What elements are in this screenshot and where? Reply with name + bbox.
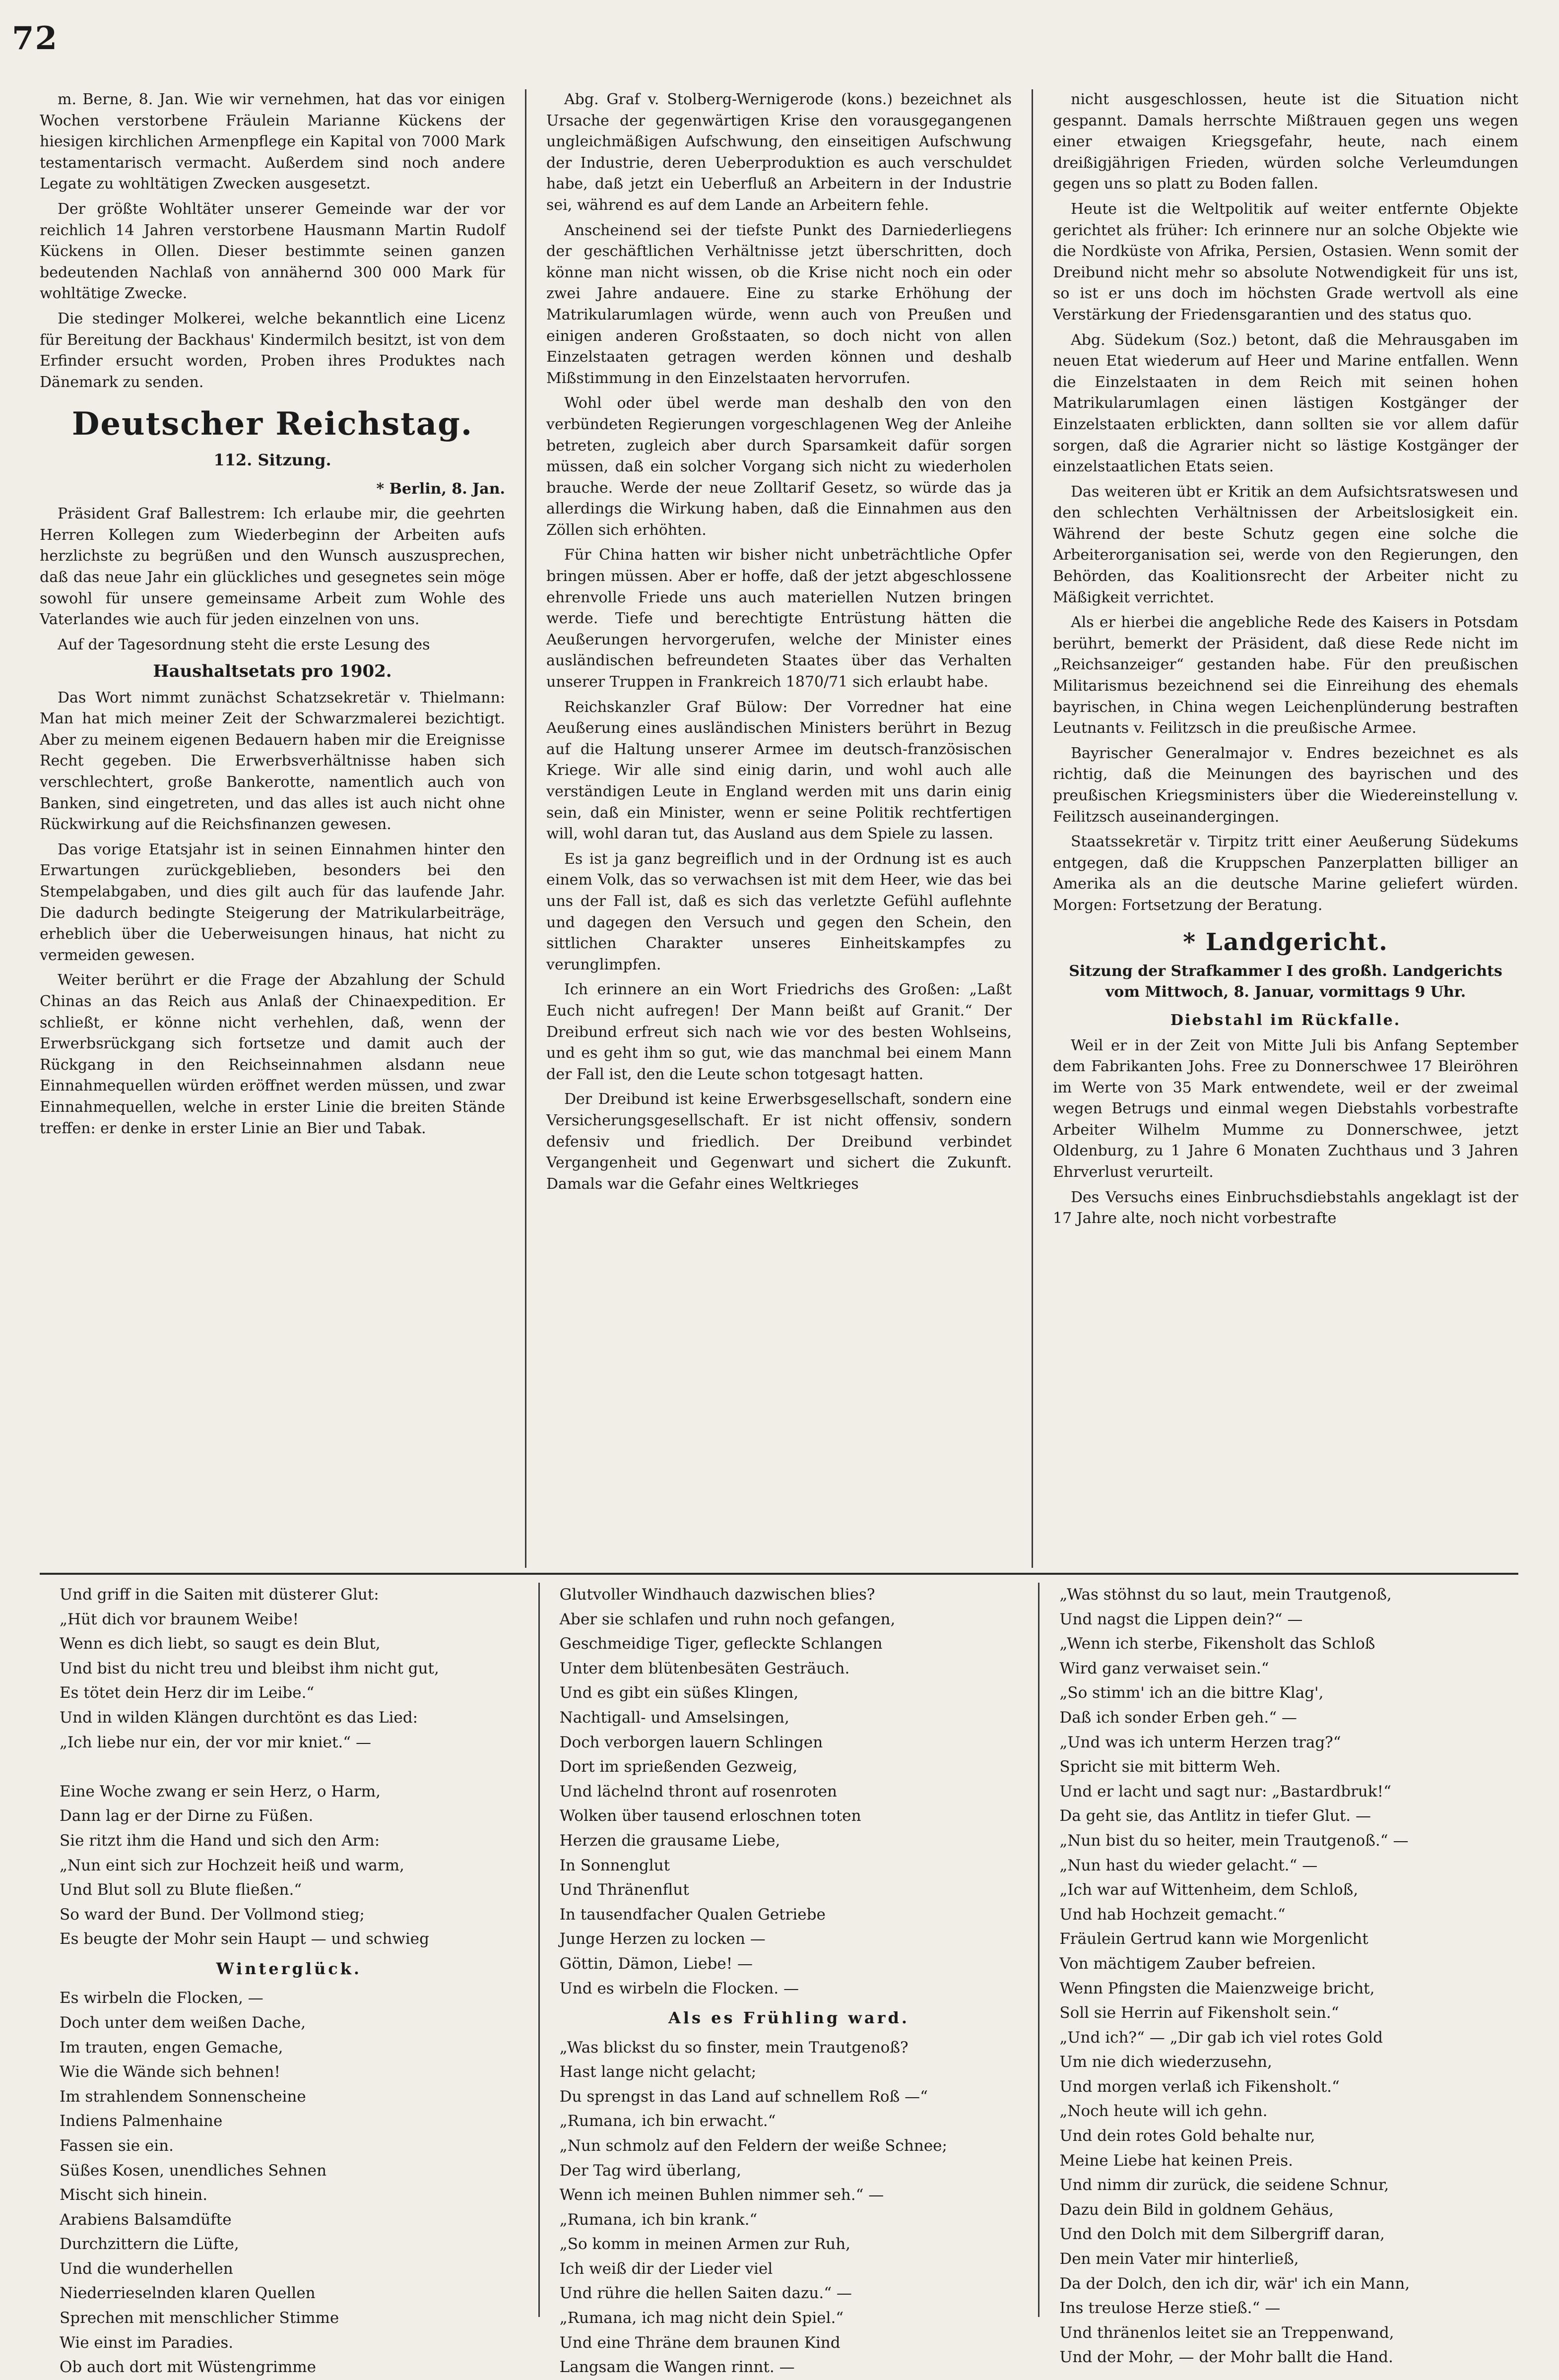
poem-line: „Rumana, ich mag nicht dein Spiel.“	[559, 2309, 844, 2327]
reichstag-paragraph: Weiter berührt er die Frage der Abzahlung der Schuld Chinas an das Reich aus Anlaß der Chinaexpedition. Er schließt, er könne nicht verhehlen, daß, wenn der Erwerbsrückgang sich fortsetze und damit auch der Rückgang in den Reichseinnahmen alsdann neue Einnahmequellen würden eröffnet werden müssen, und zwar Einnahmequellen, welche in erster Linie die breiten Stände treffen: er denke in erster Linie an Bier und Tabak.	[40, 971, 505, 1137]
poem-line: Es tötet dein Herz dir im Leibe.“	[60, 1684, 315, 1702]
poem-column-3	[1059, 1583, 1518, 2367]
column-divider	[1032, 89, 1033, 1568]
poem-line: Hast lange nicht gelacht;	[559, 2063, 757, 2081]
poem-line: Langsam die Wangen rinnt. —	[559, 2358, 795, 2377]
reichstag-paragraph: Bayrischer Generalmajor v. Endres bezeichnet es als richtig, daß die Meinungen des bayrischen und des preußischen Kriegsministers über die Wiedereinstellung v. Feilitzsch auseinandergingen.	[1053, 744, 1518, 826]
poem-line: Und der Mohr, — der Mohr ballt die Hand.	[1059, 2348, 1393, 2367]
poem-line: Wenn Pfingsten die Maienzweige bricht,	[1059, 1979, 1375, 1997]
poem-line: Arabiens Balsamdüfte	[60, 2210, 232, 2229]
poem-line: Den mein Vater mir hinterließ,	[1059, 2250, 1299, 2268]
poem-line: Der Tag wird überlang,	[559, 2161, 741, 2180]
poem-line: Und in wilden Klängen durchtönt es das Lied:	[60, 1708, 418, 1727]
poem-title: Als es Frühling ward.	[668, 2008, 909, 2028]
poem-line: „Noch heute will ich gehn.	[1059, 2102, 1268, 2121]
poem-line: Wenn es dich liebt, so saugt es dein Blut,	[60, 1635, 381, 1653]
poem-line: „Was stöhnst du so laut, mein Trautgenoß,	[1059, 1586, 1392, 1604]
poem-line: Ins treulose Herze stieß.“ —	[1059, 2299, 1281, 2317]
poem-line: Um nie dich wiederzusehn,	[1059, 2053, 1272, 2071]
upper-columns	[40, 89, 1518, 1568]
poem-line: Durchzittern die Lüfte,	[60, 2235, 239, 2253]
poem-line: Indiens Palmenhaine	[60, 2112, 223, 2130]
column-1	[40, 89, 505, 1568]
poem-line: Du sprengst in das Land auf schnellem Roß —“	[559, 2087, 928, 2106]
poem-line: Und eine Thräne dem braunen Kind	[559, 2333, 841, 2352]
reichstag-paragraph: Als er hierbei die angebliche Rede des Kaisers in Potsdam berührt, bemerkt der Präsident, daß diese Rede nicht im „Reichsanzeiger“ gestanden habe. Für den preußischen Militarismus bezeichnend sei die Einreihung des ehemals bayrischen, in China wegen Leichenplünderung bestraften Leutnants v. Feilitzsch in die preußische Armee.	[1053, 614, 1518, 737]
poem-line: „So komm in meinen Armen zur Ruh,	[559, 2235, 850, 2253]
poem-line	[60, 1755, 519, 1780]
reichstag-paragraph: nicht ausgeschlossen, heute ist die Situation nicht gespannt. Damals herrschte Mißtrauen gegen uns wegen einer etwaigen Kriegsgefahr, heute, nach einem dreißigjährigen Frieden, würden solche Verleumdungen gegen uns so platt zu Boden fallen.	[1053, 91, 1518, 193]
court-paragraph: Des Versuchs eines Einbruchsdiebstahls angeklagt ist der 17 Jahre alte, noch nicht vorbestrafte	[1053, 1188, 1518, 1227]
poem-line: Und nagst die Lippen dein?“ —	[1059, 1610, 1303, 1628]
poem-line: Im trauten, engen Gemache,	[60, 2038, 283, 2057]
poem-line: In Sonnenglut	[559, 1856, 670, 1874]
poem-line: Und bist du nicht treu und bleibst ihm nicht gut,	[60, 1659, 439, 1677]
poem-line: Dann lag er der Dirne zu Füßen.	[60, 1807, 314, 1825]
poem-line: Im strahlendem Sonnenscheine	[60, 2087, 306, 2106]
reichstag-heading: Deutscher Reichstag.	[71, 405, 473, 443]
local-news-molkerei: Die stedinger Molkerei, welche bekanntlich eine Licenz für Bereitung der Backhaus' Kindermilch besitzt, ist von dem Erfinder ersucht worden, Proben ihres Produktes nach Dänemark zu senden.	[40, 310, 505, 391]
poem-line: Wird ganz verwaiset sein.“	[1059, 1659, 1269, 1677]
poem-line: Und lächelnd thront auf rosenroten	[559, 1782, 838, 1801]
page-number: 72	[12, 20, 59, 57]
poem-line: „Was blickst du so finster, mein Trautgenoß?	[559, 2038, 909, 2057]
poem-line: Mischt sich hinein.	[60, 2186, 208, 2204]
poem-line: Von mächtigem Zauber befreien.	[1059, 1954, 1316, 1973]
poem-line: Wolken über tausend erloschnen toten	[559, 1807, 861, 1825]
poem-line: So ward der Bund. Der Vollmond stieg;	[60, 1905, 365, 1924]
reichstag-paragraph: Für China hatten wir bisher nicht unbeträchtliche Opfer bringen müssen. Aber er hoffe, daß der jetzt abgeschlossene ehrenvolle Friede uns auch materiellen Nutzen bringen werde. Tiefe und berechtigte Entrüstung hätten die Aeußerungen hervorgerufen, welche der Minister eines ausländischen befreundeten Staates über das Verhalten unserer Truppen in Frankreich 1870/71 sich erlaubt habe.	[546, 546, 1012, 691]
poem-line: Aber sie schlafen und ruhn noch gefangen,	[559, 1610, 896, 1628]
poem-line: Dazu dein Bild in goldnem Gehäus,	[1059, 2200, 1334, 2219]
dateline: * Berlin, 8. Jan.	[376, 480, 505, 498]
poem-line: Spricht sie mit bitterm Weh.	[1059, 1758, 1281, 1776]
reichstag-paragraph: Abg. Südekum (Soz.) betont, daß die Mehrausgaben im neuen Etat wiederum auf Heer und Marine entfallen. Wenn die Einzelstaaten in dem Reich mit seinen hohen Matrikularumlagen einen lästigen Kostgänger der Einzelstaaten erblickten, dann sollten sie vor allem dafür sorgen, daß die Agrarier nicht so lästige Kostgänger der einzelstaatlichen Etats seien.	[1053, 331, 1518, 476]
column-3	[1053, 89, 1518, 1568]
feuilleton-divider	[40, 1573, 1518, 1575]
poem-line: Wie die Wände sich behnen!	[60, 2063, 280, 2081]
poem-line: Und nimm dir zurück, die seidene Schnur,	[1059, 2176, 1389, 2194]
poem-line: Und morgen verlaß ich Fikensholt.“	[1059, 2077, 1340, 2096]
reichstag-paragraph: Das weiteren übt er Kritik an dem Aufsichtsratswesen und den schlechten Verhältnissen der Arbeitslosigkeit ein. Während der beste Schutz gegen eine solche die Arbeiterorganisation sei, werde von den Regierungen, den Behörden, das Koalitionsrecht der Arbeiter nicht zu Mäßigkeit verrichtet.	[1053, 483, 1518, 606]
poem-line: Und er lacht und sagt nur: „Bastardbruk!“	[1059, 1782, 1391, 1801]
reichstag-paragraph: Auf der Tagesordnung steht die erste Lesung des	[58, 636, 430, 653]
poem-line: Eine Woche zwang er sein Herz, o Harm,	[60, 1782, 381, 1801]
poem-line: Dort im sprießenden Gezweig,	[559, 1758, 798, 1776]
reichstag-paragraph: Das Wort nimmt zunächst Schatzsekretär v. Thielmann: Man hat mich meiner Zeit der Schwarzmalerei bezichtigt. Aber zu meinem eigenen Bedauern haben mir die Ereignisse Recht gegeben. Die Erwerbsverhältnisse haben sich verschlechtert, große Bankerotte, namentlich auch von Banken, sind eingetreten, und das alles ist auch nicht ohne Rückwirkung auf die Reichsfinanzen gewesen.	[40, 689, 505, 834]
poem-line: Und rühre die hellen Saiten dazu.“ —	[559, 2284, 852, 2303]
reichstag-paragraph: Heute ist die Weltpolitik auf weiter entfernte Objekte gerichtet als früher: Ich erinnere nur an solche Objekte wie die Nordküste von Afrika, Persien, Ostasien. Wenn somit der Dreibund nicht mehr so absolute Notwendigkeit für uns ist, so ist er uns doch im höchsten Grade wertvoll als eine Verstärkung der Friedensgarantien und des status quo.	[1053, 200, 1518, 323]
poem-line: „Nun eint sich zur Hochzeit heiß und warm,	[60, 1856, 404, 1874]
poem-line: Und den Dolch mit dem Silbergriff daran,	[1059, 2225, 1385, 2244]
feuilleton-columns	[60, 1583, 1518, 2377]
poem-line: Und es gibt ein süßes Klingen,	[559, 1684, 799, 1702]
landgericht-session: Sitzung der Strafkammer I des großh. Landgerichts vom Mittwoch, 8. Januar, vormittags 9 Uhr.	[1069, 962, 1502, 1001]
reichstag-paragraph: Das vorige Etatsjahr ist in seinen Einnahmen hinter den Erwartungen zurückgeblieben, besonders bei den Stempelabgaben, und dies gilt auch für das laufende Jahr. Die dadurch bedingte Steigerung der Matrikularbeiträge, erheblich über die Ueberweisungen hinaus, hat nicht zu vermeiden gewesen.	[40, 840, 505, 964]
poem-line: Junge Herzen zu locken —	[559, 1930, 766, 1948]
column-divider	[538, 1583, 540, 2317]
poem-line: Und es wirbeln die Flocken. —	[559, 1979, 799, 1997]
poem-line: „Und ich?“ — „Dir gab ich viel rotes Gold	[1059, 2028, 1383, 2047]
court-paragraph: Weil er in der Zeit von Mitte Juli bis Anfang September dem Fabrikanten Johs. Free zu Donnerschwee 17 Bleiröhren im Werte von 35 Mark entwendete, weil er der zweimal wegen Betrugs und einmal wegen Diebstahls vorbestrafte Arbeiter Wilhelm Mumme zu Donnerschwee, jetzt Oldenburg, zu 1 Jahre 6 Monaten Zuchthaus und 3 Jahren Ehrverlust verurteilt.	[1053, 1036, 1518, 1181]
poem-column-2	[559, 1583, 1019, 2377]
reichstag-paragraph: Der Dreibund ist keine Erwerbsgesellschaft, sondern eine Versicherungsgesellschaft. Er ist nicht offensiv, sondern defensiv und friedlich. Der Dreibund verbindet Vergangenheit und Gegenwart und sichert die Zukunft. Damals war die Gefahr eines Weltkrieges	[546, 1091, 1012, 1193]
poem-line: „Rumana, ich bin erwacht.“	[559, 2112, 776, 2130]
poem-line: Und dein rotes Gold behalte nur,	[1059, 2127, 1315, 2145]
landgericht-heading: * Landgericht.	[1183, 928, 1388, 956]
poem-line: Nachtigall- und Amselsingen,	[559, 1708, 789, 1727]
column-divider	[1038, 1583, 1039, 2317]
reichstag-paragraph: Wohl oder übel werde man deshalb den von den verbündeten Regierungen vorgeschlagenen Weg der Anleihe betreten, zugleich aber durch Sparsamkeit dafür sorgen müssen, daß ein solcher Vorgang sich nicht zu wiederholen brauche. Werde der neue Zolltarif Gesetz, so würde das ja allerdings die Wirkung haben, daß die Einnahmen aus den Zöllen sich erhöhten.	[546, 394, 1012, 539]
poem-line: Ob auch dort mit Wüstengrimme	[60, 2358, 316, 2377]
reichstag-paragraph: Präsident Graf Ballestrem: Ich erlaube mir, die geehrten Herren Kollegen zum Wiederbeginn der Arbeiten aufs herzlichste zu begrüßen und den Wunsch auszusprechen, daß das neue Jahr ein glückliches und gesegnetes sein möge sowohl für unsere gemeinsame Arbeit zum Wohle des Vaterlandes wie auch für jeden einzelnen von uns.	[40, 505, 505, 629]
poem-line: „Und was ich unterm Herzen trag?“	[1059, 1733, 1341, 1751]
poem-line: Unter dem blütenbesäten Gesträuch.	[559, 1659, 850, 1677]
poem-line: „Hüt dich vor braunem Weibe!	[60, 1610, 299, 1628]
poem-title: Winterglück.	[216, 1959, 362, 1978]
poem-line: „Rumana, ich bin krank.“	[559, 2210, 758, 2229]
local-news-berne-2: Der größte Wohltäter unserer Gemeinde war der vor reichlich 14 Jahren verstorbene Hausmann Martin Rudolf Kückens in Ollen. Dieser bestimmte seinen ganzen bedeutenden Nachlaß von annähernd 300 000 Mark für wohltätige Zwecke.	[40, 200, 505, 303]
poem-line: „Nun hast du wieder gelacht.“ —	[1059, 1856, 1318, 1874]
reichstag-paragraph: Anscheinend sei der tiefste Punkt des Darniederliegens der geschäftlichen Verhältnisse jetzt überschritten, doch könne man nicht wissen, ob die Krise nicht noch ein oder zwei Jahre andauere. Eine zu starke Erhöhung der Matrikularumlagen würde, wenn auch von Preußen und einigen anderen Großstaaten, so doch nicht von allen Einzelstaaten getragen werden können und deshalb Mißstimmung in den Einzelstaaten hervorrufen.	[546, 221, 1012, 387]
poem-line: „So stimm' ich an die bittre Klag',	[1059, 1684, 1324, 1702]
poem-line: Sie ritzt ihm die Hand und sich den Arm:	[60, 1831, 380, 1850]
reichstag-paragraph: Staatssekretär v. Tirpitz tritt einer Aeußerung Südekums entgegen, daß die Kruppschen Panzerplatten billiger an Amerika als an die deutsche Marine geliefert würden. Morgen: Fortsetzung der Beratung.	[1053, 833, 1518, 914]
poem-line: Und Thränenflut	[559, 1881, 689, 1899]
poem-line: „Nun schmolz auf den Feldern der weiße Schnee;	[559, 2136, 947, 2155]
poem-line: Fräulein Gertrud kann wie Morgenlicht	[1059, 1930, 1368, 1948]
poem-line: Niederrieselnden klaren Quellen	[60, 2284, 316, 2303]
etat-heading: Haushaltsetats pro 1902.	[153, 661, 392, 682]
reichstag-session: 112. Sitzung.	[213, 450, 331, 470]
poem-line: Da geht sie, das Antlitz in tiefer Glut. —	[1059, 1807, 1371, 1825]
poem-line: Meine Liebe hat keinen Preis.	[1059, 2151, 1294, 2170]
poem-line: Es beugte der Mohr sein Haupt — und schwieg	[60, 1930, 429, 1948]
poem-line: Wie einst im Paradies.	[60, 2333, 234, 2352]
poem-line: Süßes Kosen, unendliches Sehnen	[60, 2161, 327, 2180]
poem-line: Fassen sie ein.	[60, 2136, 174, 2155]
reichstag-paragraph: Ich erinnere an ein Wort Friedrichs des Großen: „Laßt Euch nicht aufregen! Der Mann beißt auf Granit.“ Der Dreibund erfreut sich nach wie vor des besten Wohlseins, und es geht ihm so gut, wie das manchmal bei einem Mann der Fall ist, den die Leute schon totgesagt hatten.	[546, 981, 1012, 1083]
poem-line: Doch verborgen lauern Schlingen	[559, 1733, 823, 1751]
column-divider	[525, 89, 526, 1568]
local-news-berne: m. Berne, 8. Jan. Wie wir vernehmen, hat das vor einigen Wochen verstorbene Fräulein Marianne Kückens der hiesigen kirchlichen Armenpflege ein Kapital von 7000 Mark testamentarisch vermacht. Außerdem sind noch andere Legate zu wohltätigen Zwecken ausgesetzt.	[40, 91, 505, 193]
column-2	[546, 89, 1012, 1568]
reichstag-paragraph: Abg. Graf v. Stolberg-Wernigerode (kons.) bezeichnet als Ursache der gegenwärtigen Krise den vorausgegangenen ungleichmäßigen Aufschwung, den einseitigen Aufschwung der Industrie, deren Ueberproduktion es auch verschuldet habe, daß jetzt ein Ueberfluß an Arbeitern in der Industrie sei, während es auf dem Lande an Arbeitern fehle.	[546, 91, 1012, 214]
poem-column-1	[60, 1583, 519, 2377]
poem-line: Soll sie Herrin auf Fikensholt sein.“	[1059, 2004, 1339, 2022]
poem-line: Ich weiß dir der Lieder viel	[559, 2259, 773, 2278]
poem-line: Wenn ich meinen Buhlen nimmer seh.“ —	[559, 2186, 884, 2204]
poem-line: In tausendfacher Qualen Getriebe	[559, 1905, 826, 1924]
poem-line: Göttin, Dämon, Liebe! —	[559, 1954, 753, 1973]
poem-line: Es wirbeln die Flocken, —	[60, 1989, 263, 2007]
poem-line: Und Blut soll zu Blute fließen.“	[60, 1881, 302, 1899]
poem-line: „Wenn ich sterbe, Fikensholt das Schloß	[1059, 1635, 1375, 1653]
poem-line: „Nun bist du so heiter, mein Trautgenoß.“ —	[1059, 1831, 1409, 1850]
poem-line: Doch unter dem weißen Dache,	[60, 2013, 306, 2032]
poem-line: Glutvoller Windhauch dazwischen blies?	[559, 1586, 875, 1604]
poem-line: Sprechen mit menschlicher Stimme	[60, 2309, 339, 2327]
case-title: Diebstahl im Rückfalle.	[1170, 1011, 1401, 1029]
poem-line: Und hab Hochzeit gemacht.“	[1059, 1905, 1286, 1924]
poem-line: Daß ich sonder Erben geh.“ —	[1059, 1708, 1297, 1727]
reichstag-paragraph: Reichskanzler Graf Bülow: Der Vorredner hat eine Aeußerung eines ausländischen Ministers berührt in Bezug auf die Haltung unserer Armee im deutsch-französischen Kriege. Wir alle sind einig darin, und wohl auch alle verständigen Leute in England werden mit uns darin einig sein, daß ein Minister, wenn er seine Politik rechtfertigen will, wohl daran tut, das Ausland aus dem Spiele zu lassen.	[546, 698, 1012, 843]
poem-line: Und die wunderhellen	[60, 2259, 233, 2278]
poem-line: Herzen die grausame Liebe,	[559, 1831, 780, 1850]
poem-line: „Ich liebe nur ein, der vor mir kniet.“ —	[60, 1733, 371, 1751]
poem-line: Und griff in die Saiten mit düsterer Glut:	[60, 1586, 379, 1604]
poem-line: Und thränenlos leitet sie an Treppenwand,	[1059, 2323, 1394, 2342]
reichstag-paragraph: Es ist ja ganz begreiflich und in der Ordnung ist es auch einem Volk, das so verwachsen ist mit dem Heer, wie das bei uns der Fall ist, daß es sich das verletzte Gefühl auflehnte und dagegen den Versuch und gegen den Schein, den sittlichen Charakter unseres Einheitskampfes zu verunglimpfen.	[546, 850, 1012, 973]
poem-line: Da der Dolch, den ich dir, wär' ich ein Mann,	[1059, 2274, 1410, 2293]
poem-line: „Ich war auf Wittenheim, dem Schloß,	[1059, 1881, 1359, 1899]
poem-line: Geschmeidige Tiger, gefleckte Schlangen	[559, 1635, 883, 1653]
